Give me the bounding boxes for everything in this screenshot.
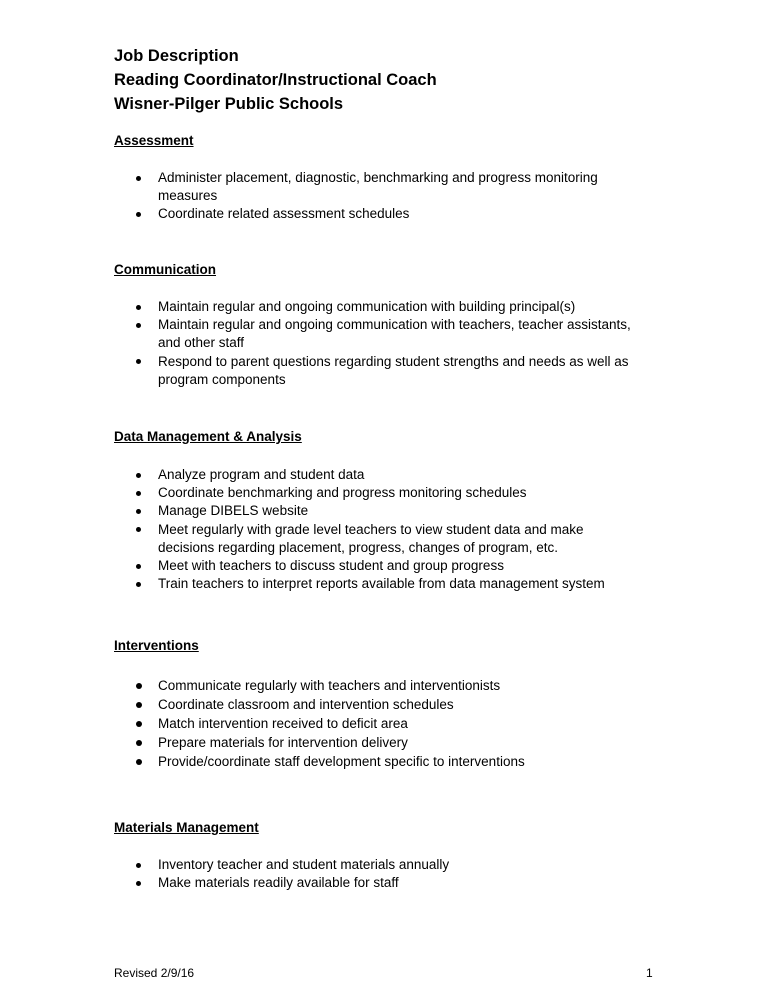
list-item: Provide/coordinate staff development specific to interventions bbox=[136, 753, 636, 771]
section-title-materials-management: Materials Management bbox=[114, 820, 259, 835]
document-header bbox=[114, 44, 437, 116]
header-line-position: Reading Coordinator/Instructional Coach bbox=[114, 71, 437, 89]
communication-list bbox=[136, 298, 636, 389]
list-item: Meet regularly with grade level teachers to view student data and make decisions regarding placement, progress, changes of program, etc. bbox=[136, 521, 636, 557]
list-item: Administer placement, diagnostic, benchmarking and progress monitoring measures bbox=[136, 169, 636, 205]
list-item: Meet with teachers to discuss student and group progress bbox=[136, 557, 636, 575]
list-item: Coordinate classroom and intervention schedules bbox=[136, 696, 636, 714]
list-item: Analyze program and student data bbox=[136, 466, 636, 484]
list-item: Respond to parent questions regarding student strengths and needs as well as program components bbox=[136, 353, 636, 389]
section-title-interventions: Interventions bbox=[114, 638, 199, 653]
data-management-list bbox=[136, 466, 636, 593]
list-item: Make materials readily available for staff bbox=[136, 874, 636, 892]
list-item: Coordinate benchmarking and progress monitoring schedules bbox=[136, 484, 636, 502]
list-item: Match intervention received to deficit area bbox=[136, 715, 636, 733]
list-item: Prepare materials for intervention delivery bbox=[136, 734, 636, 752]
materials-management-list bbox=[136, 856, 636, 892]
footer-page-number: 1 bbox=[646, 966, 653, 980]
section-title-communication: Communication bbox=[114, 262, 217, 277]
section-title-assessment: Assessment bbox=[114, 133, 194, 148]
footer-revised-date: Revised 2/9/16 bbox=[114, 966, 195, 980]
header-line-school: Wisner-Pilger Public Schools bbox=[114, 95, 344, 113]
assessment-list bbox=[136, 169, 636, 224]
list-item: Manage DIBELS website bbox=[136, 502, 636, 520]
list-item: Train teachers to interpret reports available from data management system bbox=[136, 575, 636, 593]
header-line-job-description: Job Description bbox=[114, 47, 239, 65]
interventions-list bbox=[136, 677, 636, 772]
list-item: Coordinate related assessment schedules bbox=[136, 205, 636, 223]
list-item: Communicate regularly with teachers and interventionists bbox=[136, 677, 636, 695]
section-title-data-management: Data Management & Analysis bbox=[114, 429, 302, 444]
list-item: Inventory teacher and student materials annually bbox=[136, 856, 636, 874]
list-item: Maintain regular and ongoing communication with teachers, teacher assistants, and other staff bbox=[136, 316, 636, 352]
list-item: Maintain regular and ongoing communication with building principal(s) bbox=[136, 298, 636, 316]
